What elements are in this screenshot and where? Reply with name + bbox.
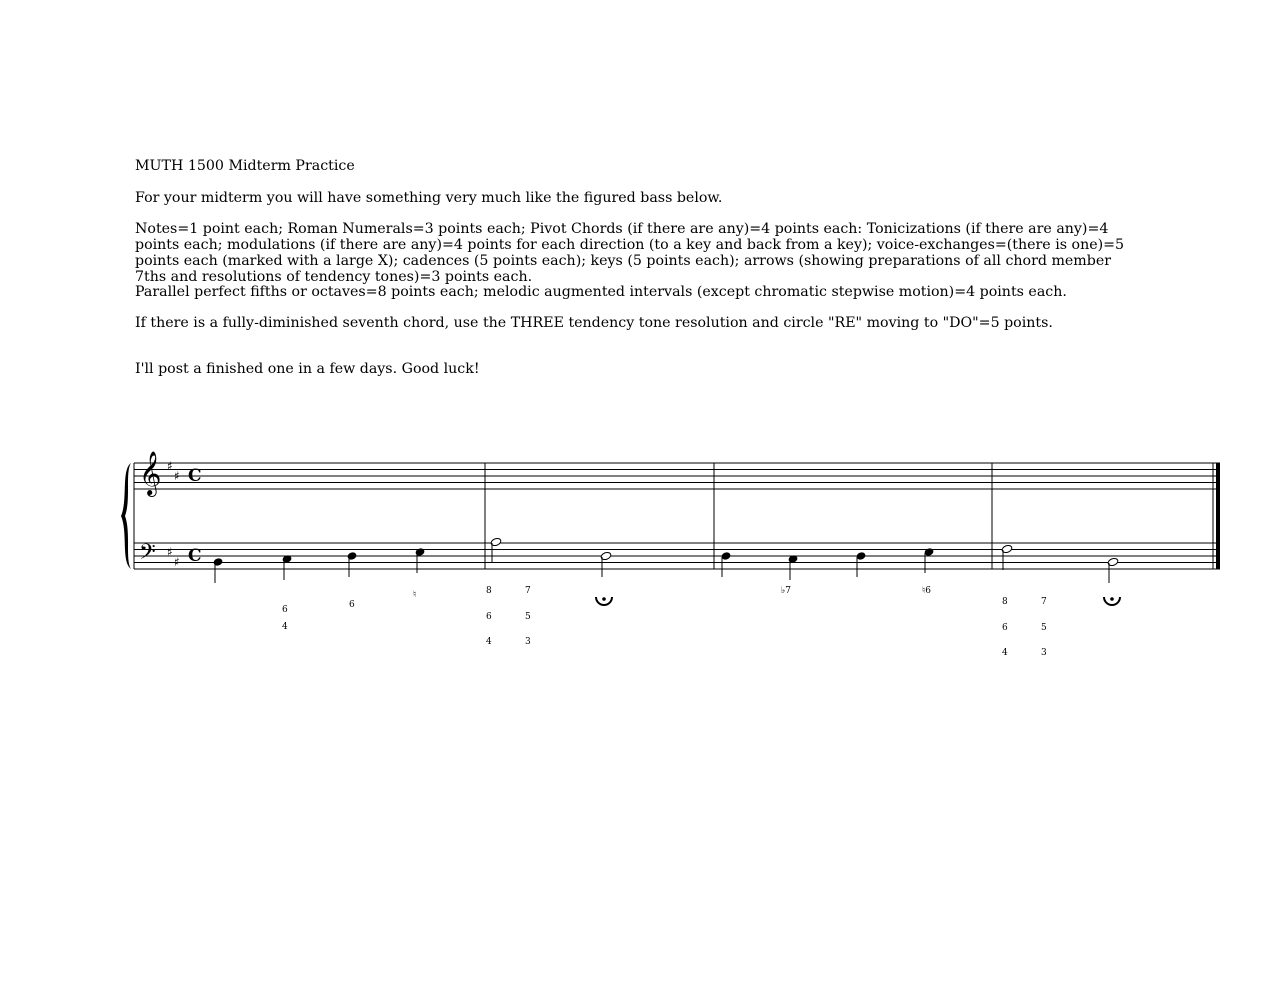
bass-note xyxy=(721,552,731,560)
svg-text:♯: ♯ xyxy=(174,469,180,483)
figure: 4 xyxy=(282,622,288,632)
closing-paragraph: I'll post a finished one in a few days. Good luck! xyxy=(135,361,480,377)
brace xyxy=(121,463,131,569)
bass-staff xyxy=(134,543,1220,569)
figure: 5 xyxy=(525,612,531,622)
scoring-paragraph: Notes=1 point each; Roman Numerals=3 points each; Pivot Chords (if there are any)=4 points each: Tonicizations (if there are any)=4 points each; modulations (if there are any)=4 points for each direction (to a key and back from a key); voice-exchanges=(there is one)=5 points each (marked with a large X); cadences (5 points each); keys (5 points each); arrows (showing preparations of all chord member 7ths and resolutions of tendency tones)=3 points each. xyxy=(135,221,1125,285)
figure: 4 xyxy=(1002,648,1008,658)
barlines xyxy=(485,463,1213,569)
dim7-paragraph: If there is a fully-diminished seventh chord, use the THREE tendency tone resolution and circle "RE" moving to "DO"=5 points. xyxy=(135,315,1053,331)
treble-time-signature: C xyxy=(188,466,202,486)
page-title: MUTH 1500 Midterm Practice xyxy=(135,158,355,174)
final-barline xyxy=(1216,463,1220,569)
figure: 8 xyxy=(1002,597,1008,607)
figure: 8 xyxy=(486,586,492,596)
bass-clef-icon: 𝄢 xyxy=(139,540,156,570)
intro-paragraph: For your midterm you will have something very much like the figured bass below. xyxy=(135,190,723,206)
figure: ♭7 xyxy=(781,586,791,596)
figure: 4 xyxy=(486,637,492,647)
figure: 6 xyxy=(1002,623,1008,633)
figure: 7 xyxy=(525,586,531,596)
bass-time-signature: C xyxy=(188,546,202,566)
svg-text:♯: ♯ xyxy=(174,555,180,569)
parallels-paragraph: Parallel perfect fifths or octaves=8 points each; melodic augmented intervals (except chromatic stepwise motion)=4 points each. xyxy=(135,284,1067,300)
fermata-icon xyxy=(596,597,612,605)
figure: 3 xyxy=(1041,648,1047,658)
figure: ♮6 xyxy=(922,586,931,596)
bass-key-signature xyxy=(167,545,180,569)
svg-text:♯: ♯ xyxy=(167,459,173,473)
svg-text:♯: ♯ xyxy=(167,545,173,559)
figure: 6 xyxy=(486,612,492,622)
figure: 3 xyxy=(525,637,531,647)
figured-bass-figures xyxy=(282,586,1047,658)
figure: 6 xyxy=(349,600,355,610)
treble-staff xyxy=(134,463,1220,489)
figure: ♮ xyxy=(413,590,417,600)
figure: 5 xyxy=(1041,623,1047,633)
figure: 7 xyxy=(1041,597,1047,607)
bass-note xyxy=(856,552,866,560)
figure: 6 xyxy=(282,605,288,615)
bass-notes xyxy=(213,537,1119,583)
treble-clef-icon: 𝄞 xyxy=(139,451,162,495)
fermata-icon xyxy=(1104,597,1120,605)
